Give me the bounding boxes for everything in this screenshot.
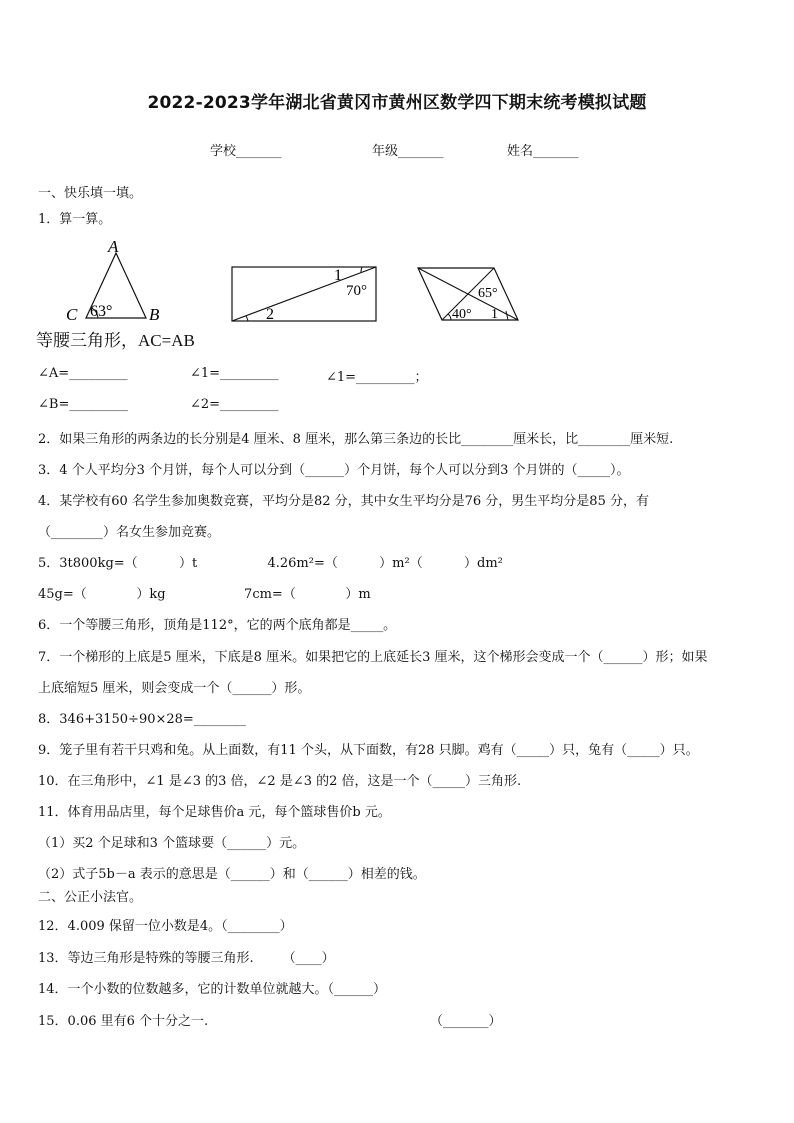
question-5-line-1: 5．3t800kg=（ ）t 4.26m²=（ ）m²（ ）dm² — [38, 556, 503, 571]
question-13: 13．等边三角形是特殊的等腰三角形. （____） — [38, 951, 335, 966]
answer-angle-1-para: ∠1=_________； — [326, 370, 428, 385]
question-15-blank: （_______） — [430, 1014, 502, 1029]
name-field: 姓名_______ — [507, 144, 579, 159]
question-11-part-2: （2）式子5b－a 表示的意思是（______）和（______）相差的钱。 — [38, 867, 426, 882]
angle-label-63: 63° — [90, 303, 113, 320]
page-title: 2022-2023学年湖北省黄冈市黄州区数学四下期末统考模拟试题 — [147, 93, 647, 113]
grade-field: 年级_______ — [372, 144, 444, 159]
vertex-label-c: C — [66, 305, 78, 324]
question-11-part-1: （1）买2 个足球和3 个篮球要（______）元。 — [38, 836, 306, 851]
angle-label-70: 70° — [346, 283, 367, 299]
question-14: 14．一个小数的位数越多，它的计数单位就越大。（______） — [38, 982, 387, 997]
question-4-line-2: （________）名女生参加竞赛。 — [38, 525, 221, 540]
question-6: 6．一个等腰三角形，顶角是112°，它的两个底角都是_____。 — [38, 618, 397, 633]
answer-angle-2: ∠2=_________ — [190, 397, 279, 412]
question-1-stem: 1．算一算。 — [38, 212, 112, 227]
question-8: 8．346+3150÷90×28=________ — [38, 712, 246, 727]
angle-label-1: 1 — [334, 267, 342, 284]
vertex-label-b: B — [149, 305, 160, 324]
angle-label-65: 65° — [478, 286, 498, 301]
angle-mark-1 — [506, 311, 508, 320]
school-field: 学校_______ — [210, 144, 282, 159]
vertex-label-a: A — [108, 238, 119, 256]
parallelogram-figure — [414, 264, 524, 324]
section-heading-1: 一、快乐填一填。 — [38, 186, 143, 201]
rectangle-diagonal-figure — [228, 262, 380, 326]
question-5-line-2: 45g=（ ）kg 7cm=（ ）m — [38, 587, 371, 602]
angle-label-2: 2 — [266, 306, 274, 323]
angle-label-1: 1 — [491, 307, 498, 322]
angle-label-40: 40° — [452, 307, 472, 322]
answer-angle-a: ∠A=_________ — [38, 366, 128, 381]
question-7-line-2: 上底缩短5 厘米，则会变成一个（______）形。 — [38, 681, 311, 696]
question-9: 9．笼子里有若干只鸡和兔。从上面数，有11 个头，从下面数，有28 只脚。鸡有（_____）只，兔有（_____）只。 — [38, 743, 699, 758]
section-heading-2: 二、公正小法官。 — [38, 890, 143, 905]
question-10: 10．在三角形中，∠1 是∠3 的3 倍，∠2 是∠3 的2 倍，这是一个（_____）三角形. — [38, 774, 522, 789]
angle-arc-2 — [246, 316, 248, 321]
question-15: 15．0.06 里有6 个十分之一. — [38, 1014, 209, 1029]
question-2: 2．如果三角形的两条边的长分别是4 厘米、8 厘米，那么第三条边的长比________厘米长，比________厘米短. — [38, 432, 674, 447]
question-7-line-1: 7．一个梯形的上底是5 厘米，下底是8 厘米。如果把它的上底延长3 厘米，这个梯形会变成一个（______）形；如果 — [38, 650, 708, 665]
figure-caption: 等腰三角形，AC=AB — [36, 331, 195, 350]
answer-angle-b: ∠B=_________ — [38, 397, 128, 412]
question-4-line-1: 4．某学校有60 名学生参加奥数竞赛，平均分是82 分，其中女生平均分是76 分，男生平均分是85 分，有 — [38, 494, 649, 509]
answer-angle-1-rect: ∠1=_________ — [190, 366, 279, 381]
question-3: 3．4 个人平均分3 个月饼，每个人可以分到（______）个月饼，每个人可以分到3 个月饼的（_____）。 — [38, 463, 630, 478]
question-11: 11．体育用品店里，每个足球售价a 元，每个篮球售价b 元。 — [38, 805, 391, 820]
question-12: 12．4.009 保留一位小数是4。（________） — [38, 919, 293, 934]
angle-arc-40 — [448, 314, 451, 320]
isosceles-triangle-figure — [60, 238, 180, 326]
